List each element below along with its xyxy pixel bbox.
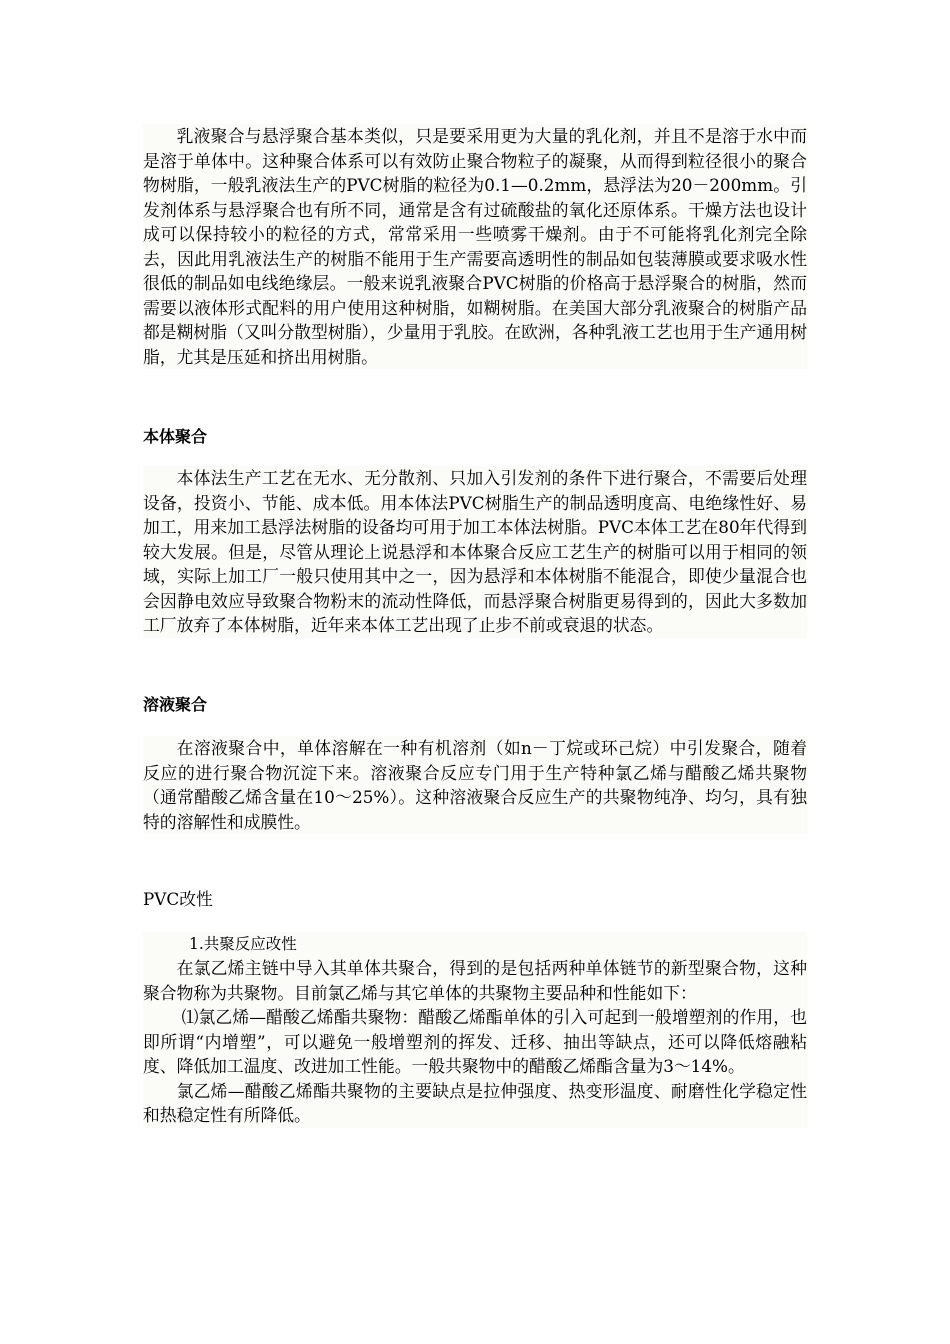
heading-pvc-modification: PVC改性: [143, 889, 213, 909]
emulsion-paragraph: 乳液聚合与悬浮聚合基本类似，只是要采用更为大量的乳化剂，并且不是溶于水中而是溶于单体中。这种聚合体系可以有效防止聚合物粒子的凝聚，从而得到粒径很小的聚合物树脂，一般乳液法生产的PVC树脂的粒径为0.1—0.2mm，悬浮法为20－200mm。引发剂体系与悬浮聚合也有所不同，通常是含有过硫酸盐的氧化还原体系。干燥方法也设计成可以保持较小的粒径的方式，常常采用一些喷雾干燥剂。由于不可能将乳化剂完全除去，因此用乳液法生产的树脂不能用于生产需要高透明性的制品如包装薄膜或要求吸水性很低的制品如电线绝缘层。一般来说乳液聚合PVC树脂的价格高于悬浮聚合的树脂，然而需要以液体形式配料的用户使用这种树脂，如糊树脂。在美国大部分乳液聚合的树脂产品都是糊树脂（又叫分散型树脂），少量用于乳胶。在欧洲，各种乳液工艺也用于生产通用树脂，尤其是压延和挤出用树脂。: [143, 126, 807, 367]
copolymer-intro-paragraph: 在氯乙烯主链中导入其单体共聚合，得到的是包括两种单体链节的新型聚合物，这种聚合物称为共聚物。目前氯乙烯与其它单体的共聚物主要品种和性能如下：: [143, 958, 807, 1003]
solution-paragraph: 在溶液聚合中，单体溶解在一种有机溶剂（如n－丁烷或环己烷）中引发聚合，随着反应的进行聚合物沉淀下来。溶液聚合反应专门用于生产特种氯乙烯与醋酸乙烯共聚物（通常醋酸乙烯含量在10～25%）。这种溶液聚合反应生产的共聚物纯净、均匀，具有独特的溶解性和成膜性。: [143, 738, 807, 832]
bulk-paragraph: 本体法生产工艺在无水、无分散剂、只加入引发剂的条件下进行聚合，不需要后处理设备，投资小、节能、成本低。用本体法PVC树脂生产的制品透明度高、电绝缘性好、易加工，用来加工悬浮法树脂的设备均可用于加工本体法树脂。PVC本体工艺在80年代得到较大发展。但是，尽管从理论上说悬浮和本体聚合反应工艺生产的树脂可以用于相同的领域，实际上加工厂一般只使用其中之一，因为悬浮和本体树脂不能混合，即使少量混合也会因静电效应导致聚合物粉末的流动性降低，而悬浮聚合树脂更易得到的，因此大多数加工厂放弃了本体树脂，近年来本体工艺出现了止步不前或衰退的状态。: [143, 468, 807, 635]
heading-copolymer-modification: 1.共聚反应改性: [189, 935, 297, 953]
drawbacks-paragraph: 氯乙烯—醋酸乙烯酯共聚物的主要缺点是拉伸强度、热变形温度、耐磨性化学稳定性和热稳定性有所降低。: [143, 1080, 807, 1125]
solution-section: [143, 736, 807, 834]
heading-bulk-polymerization: 本体聚合: [143, 427, 208, 446]
vinyl-acetate-paragraph: ⑴氯乙烯—醋酸乙烯酯共聚物：醋酸乙烯酯单体的引入可起到一般增塑剂的作用，也即所谓“内增塑”，可以避免一般增塑剂的挥发、迁移、抽出等缺点，还可以降低熔融粘度、降低加工温度、改进加工性能。一般共聚物中的醋酸乙烯酯含量为3～14%。: [143, 1007, 807, 1076]
emulsion-section: [143, 124, 807, 369]
copolymer-section: [143, 932, 807, 1128]
bulk-section: [143, 466, 807, 638]
heading-solution-polymerization: 溶液聚合: [143, 695, 208, 714]
